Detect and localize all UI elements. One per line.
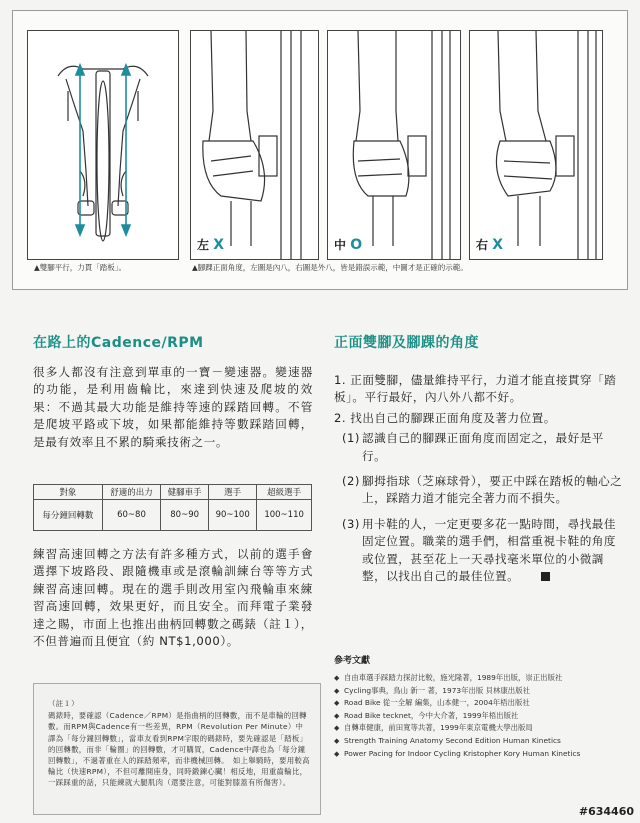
mark-right: 右 X	[476, 237, 503, 253]
reference-item: ◆ 自轉車健康，前田寬等共著，1999年東京電機大學出版局	[334, 722, 624, 735]
bullet-icon: ◆	[334, 736, 340, 745]
table-row	[34, 500, 312, 531]
sub-item-number: (1)	[342, 431, 360, 446]
references-list	[334, 672, 624, 760]
foot-drawing-center	[328, 31, 460, 259]
references-title: 參考文獻	[334, 656, 371, 666]
foot-panel-center	[327, 30, 461, 260]
reference-item: ◆ Road Bike tecknet，今中大介著，1999年梧出版社	[334, 710, 624, 723]
paragraph-training: 練習高速回轉之方法有許多種方式，以前的選手會選擇下坡路段、跟隨機車或是滾輪訓練台等等方式練習高速回轉。現在的選手則改用室內飛輪車來練習高速回轉，效果更好，而且安全。而拜電子業發達之賜，市面上也推出曲柄回轉數之碼錶（註１），不但普遍而且便宜（約 NT$1,000）。	[33, 547, 313, 649]
bullet-icon: ◆	[334, 711, 340, 720]
reference-item: ◆ Strength Training Anatomy Second Edition Human Kinetics	[334, 735, 624, 748]
mark-left: 左 X	[197, 237, 224, 253]
reference-item: ◆ Road Bike 從一全解 編集，山本健一，2004年梧出版社	[334, 697, 624, 710]
footnote-box	[33, 683, 321, 815]
sub-item	[334, 430, 624, 465]
table-header-row	[34, 485, 312, 500]
table-cell: 90~100	[209, 500, 257, 531]
table-header: 對象	[34, 485, 103, 500]
section-title-cadence: 在路上的Cadence/RPM	[33, 335, 204, 351]
footnote-body: 碼錶時，要確認（Cadence／RPM）是指曲柄的回轉數，而不是車輪的回轉數。而RPM與Cadence有一些差異，RPM（Revolution Per Minute）中譯為「每分鐘回轉數」，當車友看到RPM字眼的碼錶時，要先確認是「踏板」的回轉數，而非「輪圈」的回轉數，才可購買，Cadence中譯也為「每分鐘回轉數」，不過著重在人的踩踏頻率，而非機械回轉。 如上舉騎時，要用較高輪比（快速RPM），不但可離開座身，同時鍛鍊心臟！相反地，用重齒輪比，一踩踩重的話，只能練就大腿肌肉（還要注意，可能對膝蓋有所傷害）。	[48, 711, 310, 788]
cyclist-drawing	[28, 31, 178, 259]
table-header: 超級選手	[257, 485, 312, 500]
table-cell: 60~80	[102, 500, 160, 531]
reference-item: ◆ 自由車選手踩踏力探討比較，施光隆著，1989年出版，崇正出版社	[334, 672, 624, 685]
image-id-badge: #634460	[578, 805, 634, 818]
list-item: 2. 找出自己的腳踝正面角度及著力位置。	[334, 410, 556, 425]
cadence-table	[33, 484, 312, 531]
table-header: 舒適的出力	[102, 485, 160, 500]
table-header: 選手	[209, 485, 257, 500]
sub-item-number: (2)	[342, 474, 360, 489]
paragraph-derailleur: 很多人都沒有注意到單車的一寶－變速器。變速器的功能，是利用齒輪比，來達到快速及爬坡的效果：不過其最大功能是維持等速的踩踏回轉。不管是爬坡平路或下坡，如果都能維持等數踩踏回轉，是最有效率且不累的騎乘技術之一。	[33, 365, 313, 449]
sub-item	[334, 516, 624, 586]
bullet-icon: ◆	[334, 686, 340, 695]
table-header: 健腳車手	[161, 485, 209, 500]
list-item: 1. 正面雙腳，儘量維持平行，力道才能直接貫穿「踏板」。平行最好，內八外八都不好。	[334, 373, 617, 405]
sub-item-text: 認識自己的腳踝正面角度而固定之，最好是平行。	[362, 431, 604, 463]
bullet-icon: ◆	[334, 724, 340, 733]
foot-panel-right	[469, 30, 603, 260]
table-cell: 每分鐘回轉數	[34, 500, 103, 531]
reference-item: ◆ Power Pacing for Indoor Cycling Kristopher Kory Human Kinetics	[334, 748, 624, 761]
foot-drawing-left	[191, 31, 318, 259]
cyclist-illustration	[27, 30, 179, 260]
footnote-heading: （註１）	[48, 699, 79, 708]
table-cell: 80~90	[161, 500, 209, 531]
sub-item-text: 用卡鞋的人，一定更要多花一點時間，尋找最佳固定位置。職業的選手們，相當重視卡鞋的角度或位置，甚至花上一天尋找毫米單位的小微調整，以找出自己的最佳位置。	[362, 516, 616, 584]
foot-drawing-right	[470, 31, 602, 259]
sub-item-text: 腳拇指球（芝麻球骨），要正中踩在踏板的軸心之上，踩踏力道才能完全著力而不損失。	[362, 474, 623, 506]
sub-item-number: (3)	[342, 516, 360, 531]
bullet-icon: ◆	[334, 674, 340, 682]
reference-item: ◆ Cycling事典，鳥山 新一 著，1973年出版 貝林康出版社	[334, 685, 624, 698]
foot-angle-list	[334, 372, 624, 585]
foot-panel-left	[190, 30, 319, 260]
table-cell: 100~110	[257, 500, 312, 531]
bullet-icon: ◆	[334, 699, 340, 708]
footnote-text	[48, 698, 310, 789]
mark-center: 中 O	[334, 237, 363, 253]
sub-item	[334, 473, 624, 508]
figure-caption-right: ▲腳踝正面角度，左圖是內八，右圖是外八，皆是錯誤示範，中圖才是正確的示範。	[192, 263, 468, 272]
figure-caption-left: ▲雙腳平行，力貫「踏板」。	[34, 263, 127, 272]
bullet-icon: ◆	[334, 749, 340, 758]
end-mark	[541, 572, 550, 581]
section-title-foot-angle: 正面雙腳及腳踝的角度	[334, 335, 479, 351]
